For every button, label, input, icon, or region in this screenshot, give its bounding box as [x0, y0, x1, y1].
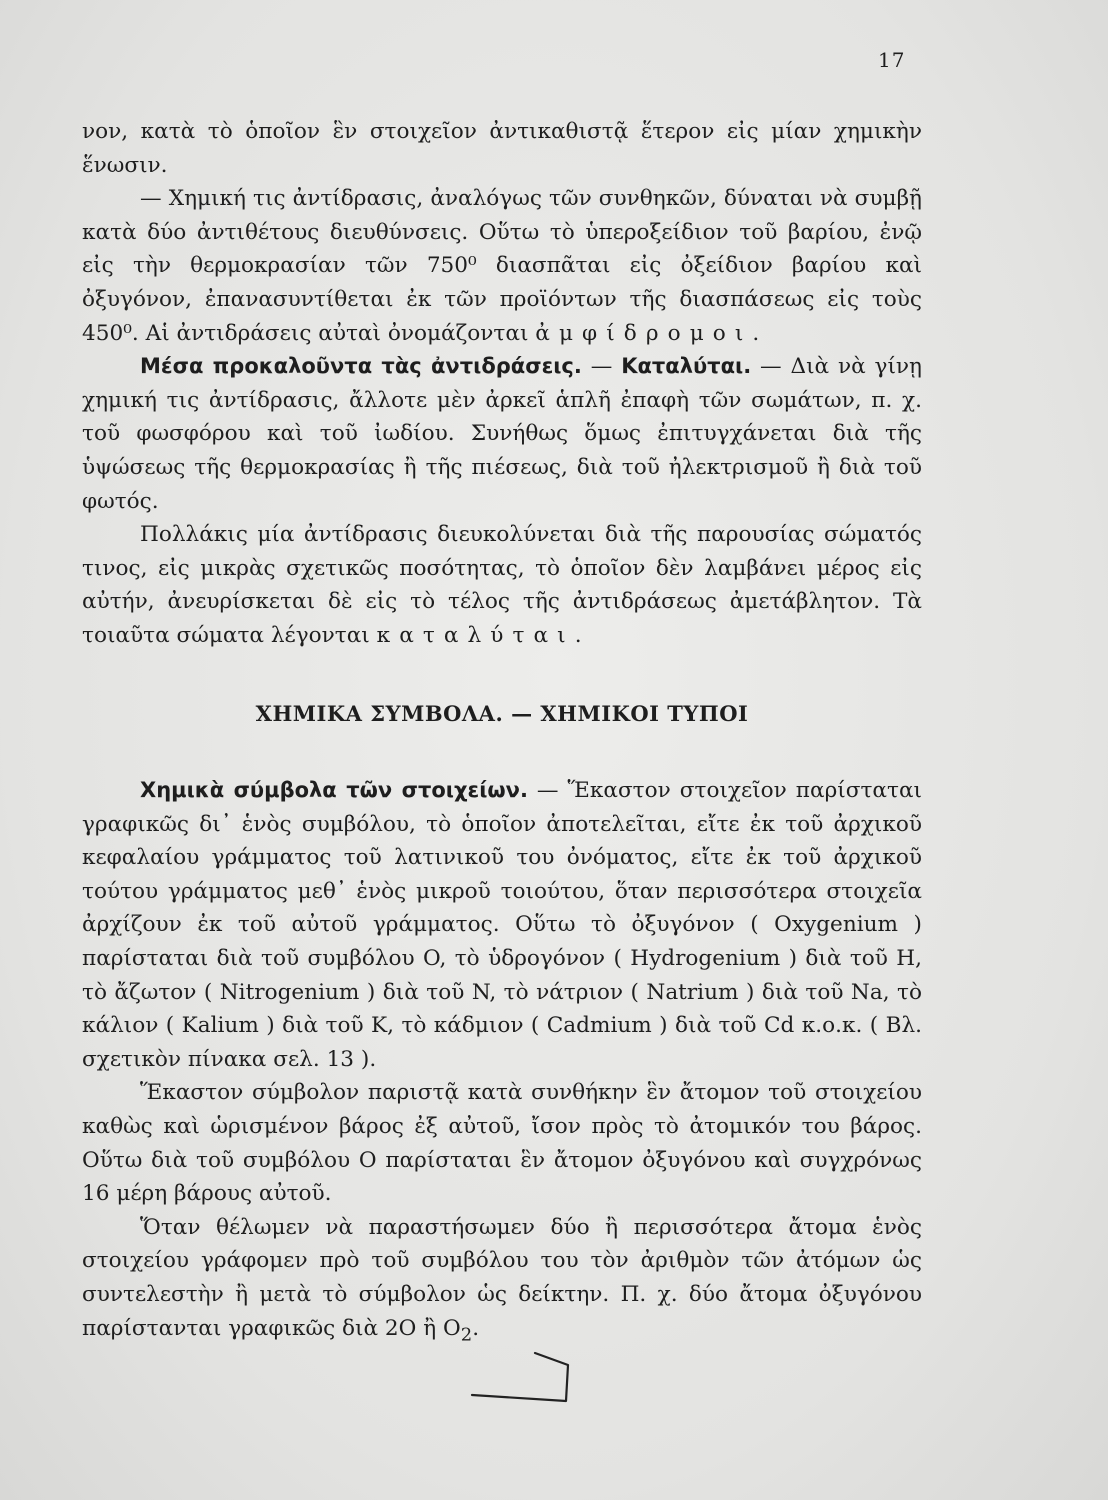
- dash: —: [581, 354, 622, 380]
- paragraph-multiple-atoms: [82, 1211, 922, 1352]
- paragraph-catalysts-intro: [82, 350, 922, 518]
- paragraph-text: — Διὰ νὰ γίνῃ χημική τις ἀντίδρασις, ἄλλοτε μὲν ἀρκεῖ ἁπλῆ ἐπαφὴ τῶν σωμάτων, π. χ. τοῦ φωσφόρου καὶ τοῦ ἰωδίου. Συνήθως ὅμως ἐπιτυγχάνεται διὰ τῆς ὑψώσεως τῆς θερμοκρασίας ἢ τῆς πιέσεως, διὰ τοῦ ἠλεκτρισμοῦ ἢ διὰ τοῦ φωτός.: [82, 354, 922, 514]
- section-heading-catalysts: Καταλύται.: [621, 354, 752, 379]
- spaced-term-amphidromoi: ἀμφίδρομοι.: [535, 320, 769, 346]
- handwritten-bracket-mark: [470, 1345, 580, 1415]
- paragraph-text: — Ἕκαστον στοιχεῖον παρίσταται γραφικῶς δι᾽ ἑνὸς συμβόλου, τὸ ὁποῖον ἀποτελεῖται, εἴτε ἐκ τοῦ ἀρχικοῦ κεφαλαίου γράμματος τοῦ λατινικοῦ του ὀνόματος, εἴτε ἐκ τοῦ ἀρχικοῦ τούτου γράμματος μεθ᾽ ἑνὸς μικροῦ τοιούτου, ὅταν περισσότερα στοιχεῖα ἀρχίζουν ἐκ τοῦ αὐτοῦ γράμματος. Οὕτω τὸ ὀξυγόνον ( Oxygenium ) παρίσταται διὰ τοῦ συμβόλου O, τὸ ὑδρογόνον ( Hydrogenium ) διὰ τοῦ H, τὸ ἄζωτον ( Nitrogenium ) διὰ τοῦ N, τὸ νάτριον ( Natrium ) διὰ τοῦ Na, τὸ κάλιον ( Kalium ) διὰ τοῦ K, τὸ κάδμιον ( Cadmium ) διὰ τοῦ Cd κ.ο.κ. ( Βλ. σχετικὸν πίνακα σελ. 13 ).: [82, 778, 922, 1072]
- paragraph-reversible-reactions: [82, 182, 922, 350]
- paragraph-catalysis: [82, 518, 922, 652]
- paragraph-text: Πολλάκις μία ἀντίδρασις διευκολύνεται διὰ τῆς παρουσίας σώματός τινος, εἰς μικρὰς σχετικῶς ποσότητας, τὸ ὁποῖον δὲν λαμβάνει μέρος εἰς αὐτήν, ἀνευρίσκεται δὲ εἰς τὸ τέλος τῆς ἀντιδράσεως ἀμετάβλητον. Τὰ τοιαῦτα σώματα λέγονται: [82, 522, 922, 648]
- paragraph-text: Ὅταν θέλωμεν νὰ παραστήσωμεν δύο ἢ περισσότερα ἄτομα ἑνὸς στοιχείου γράφομεν πρὸ τοῦ συμβόλου του τὸν ἀριθμὸν τῶν ἀτόμων ὡς συντελεστὴν ἢ μετὰ τὸ σύμβολον ὡς δείκτην. Π. χ. δύο ἄτομα ὀξυγόνου παρίστανται γραφικῶς διὰ 2O ἢ O: [82, 1214, 922, 1341]
- page-number: 17: [878, 48, 906, 72]
- paragraph-continuation: νον, κατὰ τὸ ὁποῖον ἓν στοιχεῖον ἀντικαθιστᾷ ἕτερον εἰς μίαν χημικὴν ἕνωσιν.: [82, 119, 922, 178]
- section-heading-reaction-means: Μέσα προκαλοῦντα τὰς ἀντιδράσεις.: [140, 354, 582, 379]
- period: .: [472, 1315, 480, 1341]
- section-heading-chemical-symbols: Χημικὰ σύμβολα τῶν στοιχείων.: [140, 778, 528, 803]
- spaced-term-katalytai: καταλύται.: [376, 622, 591, 648]
- paragraph-chemical-symbols: [82, 774, 922, 1076]
- body-text: [82, 115, 922, 1352]
- chapter-heading: ΧΗΜΙΚΑ ΣΥΜΒΟΛΑ. — ΧΗΜΙΚΟΙ ΤΥΠΟΙ: [255, 700, 749, 726]
- subscript: 2: [460, 1323, 473, 1345]
- paragraph-text: — Χημική τις ἀντίδρασις, ἀναλόγως τῶν συνθηκῶν, δύναται νὰ συμβῇ κατὰ δύο ἀντιθέτους διευθύνσεις. Οὕτω τὸ ὑπεροξείδιον τοῦ βαρίου, ἐνῷ εἰς τὴν θερμοκρασίαν τῶν 750⁰ διασπᾶται εἰς ὀξείδιον βαρίου καὶ ὀξυγόνον, ἐπανασυντίθεται ἐκ τῶν προϊόντων τῆς διασπάσεως εἰς τοὺς 450⁰. Αἱ ἀντιδράσεις αὐταὶ ὀνομάζονται: [82, 186, 922, 346]
- paragraph-symbol-meaning: Ἕκαστον σύμβολον παριστᾷ κατὰ συνθήκην ἓν ἄτομον τοῦ στοιχείου καθὼς καὶ ὡρισμένον βάρος ἐξ αὐτοῦ, ἴσον πρὸς τὸ ἀτομικόν του βάρος. Οὕτω διὰ τοῦ συμβόλου O παρίσταται ἓν ἄτομον ὀξυγόνου καὶ συγχρόνως 16 μέρη βάρους αὐτοῦ.: [82, 1080, 922, 1207]
